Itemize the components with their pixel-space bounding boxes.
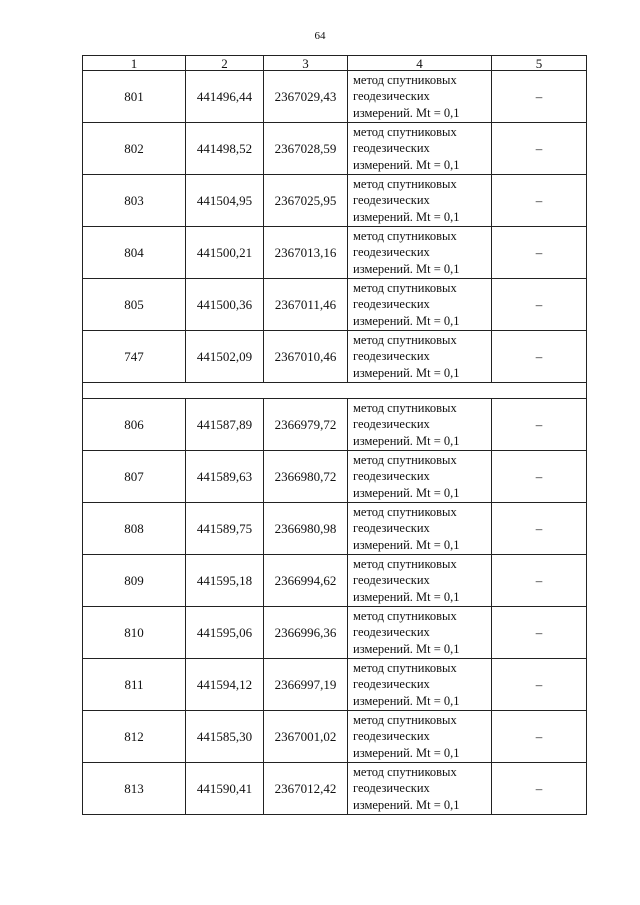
- x-coordinate-cell: 441585,30: [186, 711, 264, 763]
- note-cell: –: [492, 659, 587, 711]
- x-coordinate-cell: 441504,95: [186, 175, 264, 227]
- table-body: [83, 71, 587, 815]
- method-line: измерений. Mt = 0,1: [353, 485, 460, 500]
- method-cell: [348, 227, 492, 279]
- header-row: [83, 56, 587, 71]
- y-coordinate-cell: 2367025,95: [264, 175, 348, 227]
- y-coordinate-cell: 2367011,46: [264, 279, 348, 331]
- table-row: [83, 227, 587, 279]
- method-line: измерений. Mt = 0,1: [353, 105, 460, 120]
- y-coordinate-cell: 2366997,19: [264, 659, 348, 711]
- table-row: [83, 659, 587, 711]
- table-row: [83, 711, 587, 763]
- x-coordinate-cell: 441500,21: [186, 227, 264, 279]
- table-row: [83, 123, 587, 175]
- method-line: измерений. Mt = 0,1: [353, 433, 460, 448]
- x-coordinate-cell: 441590,41: [186, 763, 264, 815]
- method-line: метод спутниковых: [353, 280, 457, 295]
- method-cell: [348, 711, 492, 763]
- table-row: [83, 607, 587, 659]
- y-coordinate-cell: 2367029,43: [264, 71, 348, 123]
- point-number-cell: 809: [83, 555, 186, 607]
- y-coordinate-cell: 2367010,46: [264, 331, 348, 383]
- table-row: [83, 175, 587, 227]
- method-cell: [348, 659, 492, 711]
- y-coordinate-cell: 2367013,16: [264, 227, 348, 279]
- x-coordinate-cell: 441587,89: [186, 399, 264, 451]
- table-row: [83, 555, 587, 607]
- x-coordinate-cell: 441595,18: [186, 555, 264, 607]
- method-cell: [348, 555, 492, 607]
- method-line: метод спутниковых: [353, 72, 457, 87]
- x-coordinate-cell: 441498,52: [186, 123, 264, 175]
- method-cell: [348, 279, 492, 331]
- note-cell: –: [492, 175, 587, 227]
- point-number-cell: 810: [83, 607, 186, 659]
- y-coordinate-cell: 2366994,62: [264, 555, 348, 607]
- x-coordinate-cell: 441500,36: [186, 279, 264, 331]
- y-coordinate-cell: 2366980,72: [264, 451, 348, 503]
- y-coordinate-cell: 2366980,98: [264, 503, 348, 555]
- method-cell: [348, 331, 492, 383]
- table-row: [83, 451, 587, 503]
- method-line: измерений. Mt = 0,1: [353, 157, 460, 172]
- method-cell: [348, 451, 492, 503]
- y-coordinate-cell: 2367028,59: [264, 123, 348, 175]
- coordinates-table: [82, 55, 587, 815]
- point-number-cell: 812: [83, 711, 186, 763]
- column-header: 2: [186, 56, 264, 71]
- method-line: метод спутниковых: [353, 176, 457, 191]
- note-cell: –: [492, 71, 587, 123]
- x-coordinate-cell: 441502,09: [186, 331, 264, 383]
- note-cell: –: [492, 451, 587, 503]
- method-line: метод спутниковых: [353, 556, 457, 571]
- table-row: [83, 763, 587, 815]
- method-line: измерений. Mt = 0,1: [353, 797, 460, 812]
- method-line: геодезических: [353, 417, 430, 432]
- method-cell: [348, 399, 492, 451]
- point-number-cell: 804: [83, 227, 186, 279]
- method-line: геодезических: [353, 141, 430, 156]
- note-cell: –: [492, 123, 587, 175]
- column-header: 5: [492, 56, 587, 71]
- note-cell: –: [492, 711, 587, 763]
- method-line: геодезических: [353, 89, 430, 104]
- note-cell: –: [492, 555, 587, 607]
- page-number: 64: [314, 30, 326, 42]
- method-line: метод спутниковых: [353, 504, 457, 519]
- method-line: измерений. Mt = 0,1: [353, 365, 460, 380]
- method-cell: [348, 763, 492, 815]
- method-line: геодезических: [353, 193, 430, 208]
- point-number-cell: 747: [83, 331, 186, 383]
- x-coordinate-cell: 441589,75: [186, 503, 264, 555]
- x-coordinate-cell: 441595,06: [186, 607, 264, 659]
- point-number-cell: 803: [83, 175, 186, 227]
- table-row: [83, 399, 587, 451]
- method-line: геодезических: [353, 677, 430, 692]
- method-line: измерений. Mt = 0,1: [353, 745, 460, 760]
- method-line: геодезических: [353, 729, 430, 744]
- method-line: геодезических: [353, 469, 430, 484]
- x-coordinate-cell: 441589,63: [186, 451, 264, 503]
- note-cell: –: [492, 763, 587, 815]
- method-line: метод спутниковых: [353, 452, 457, 467]
- x-coordinate-cell: 441496,44: [186, 71, 264, 123]
- x-coordinate-cell: 441594,12: [186, 659, 264, 711]
- method-line: метод спутниковых: [353, 764, 457, 779]
- method-cell: [348, 503, 492, 555]
- method-cell: [348, 71, 492, 123]
- y-coordinate-cell: 2366996,36: [264, 607, 348, 659]
- method-line: геодезических: [353, 297, 430, 312]
- point-number-cell: 802: [83, 123, 186, 175]
- method-line: измерений. Mt = 0,1: [353, 537, 460, 552]
- table-row: [83, 279, 587, 331]
- point-number-cell: 808: [83, 503, 186, 555]
- table-row: [83, 331, 587, 383]
- method-cell: [348, 175, 492, 227]
- point-number-cell: 811: [83, 659, 186, 711]
- method-line: метод спутниковых: [353, 400, 457, 415]
- point-number-cell: 805: [83, 279, 186, 331]
- method-line: метод спутниковых: [353, 228, 457, 243]
- note-cell: –: [492, 399, 587, 451]
- note-cell: –: [492, 607, 587, 659]
- method-line: измерений. Mt = 0,1: [353, 641, 460, 656]
- point-number-cell: 813: [83, 763, 186, 815]
- column-header: 3: [264, 56, 348, 71]
- y-coordinate-cell: 2366979,72: [264, 399, 348, 451]
- note-cell: –: [492, 279, 587, 331]
- method-line: измерений. Mt = 0,1: [353, 209, 460, 224]
- method-line: геодезических: [353, 781, 430, 796]
- method-line: метод спутниковых: [353, 660, 457, 675]
- note-cell: –: [492, 503, 587, 555]
- point-number-cell: 807: [83, 451, 186, 503]
- method-line: измерений. Mt = 0,1: [353, 313, 460, 328]
- group-separator-row: [83, 383, 587, 399]
- method-line: измерений. Mt = 0,1: [353, 261, 460, 276]
- column-header: 4: [348, 56, 492, 71]
- point-number-cell: 806: [83, 399, 186, 451]
- method-line: геодезических: [353, 245, 430, 260]
- method-line: метод спутниковых: [353, 712, 457, 727]
- method-cell: [348, 123, 492, 175]
- method-line: геодезических: [353, 521, 430, 536]
- method-line: геодезических: [353, 349, 430, 364]
- method-line: метод спутниковых: [353, 332, 457, 347]
- method-line: измерений. Mt = 0,1: [353, 589, 460, 604]
- y-coordinate-cell: 2367012,42: [264, 763, 348, 815]
- method-line: измерений. Mt = 0,1: [353, 693, 460, 708]
- y-coordinate-cell: 2367001,02: [264, 711, 348, 763]
- table-row: [83, 503, 587, 555]
- method-line: геодезических: [353, 573, 430, 588]
- point-number-cell: 801: [83, 71, 186, 123]
- column-header: 1: [83, 56, 186, 71]
- table-row: [83, 71, 587, 123]
- note-cell: –: [492, 227, 587, 279]
- method-line: геодезических: [353, 625, 430, 640]
- note-cell: –: [492, 331, 587, 383]
- group-separator: [83, 383, 587, 399]
- method-line: метод спутниковых: [353, 124, 457, 139]
- method-line: метод спутниковых: [353, 608, 457, 623]
- method-cell: [348, 607, 492, 659]
